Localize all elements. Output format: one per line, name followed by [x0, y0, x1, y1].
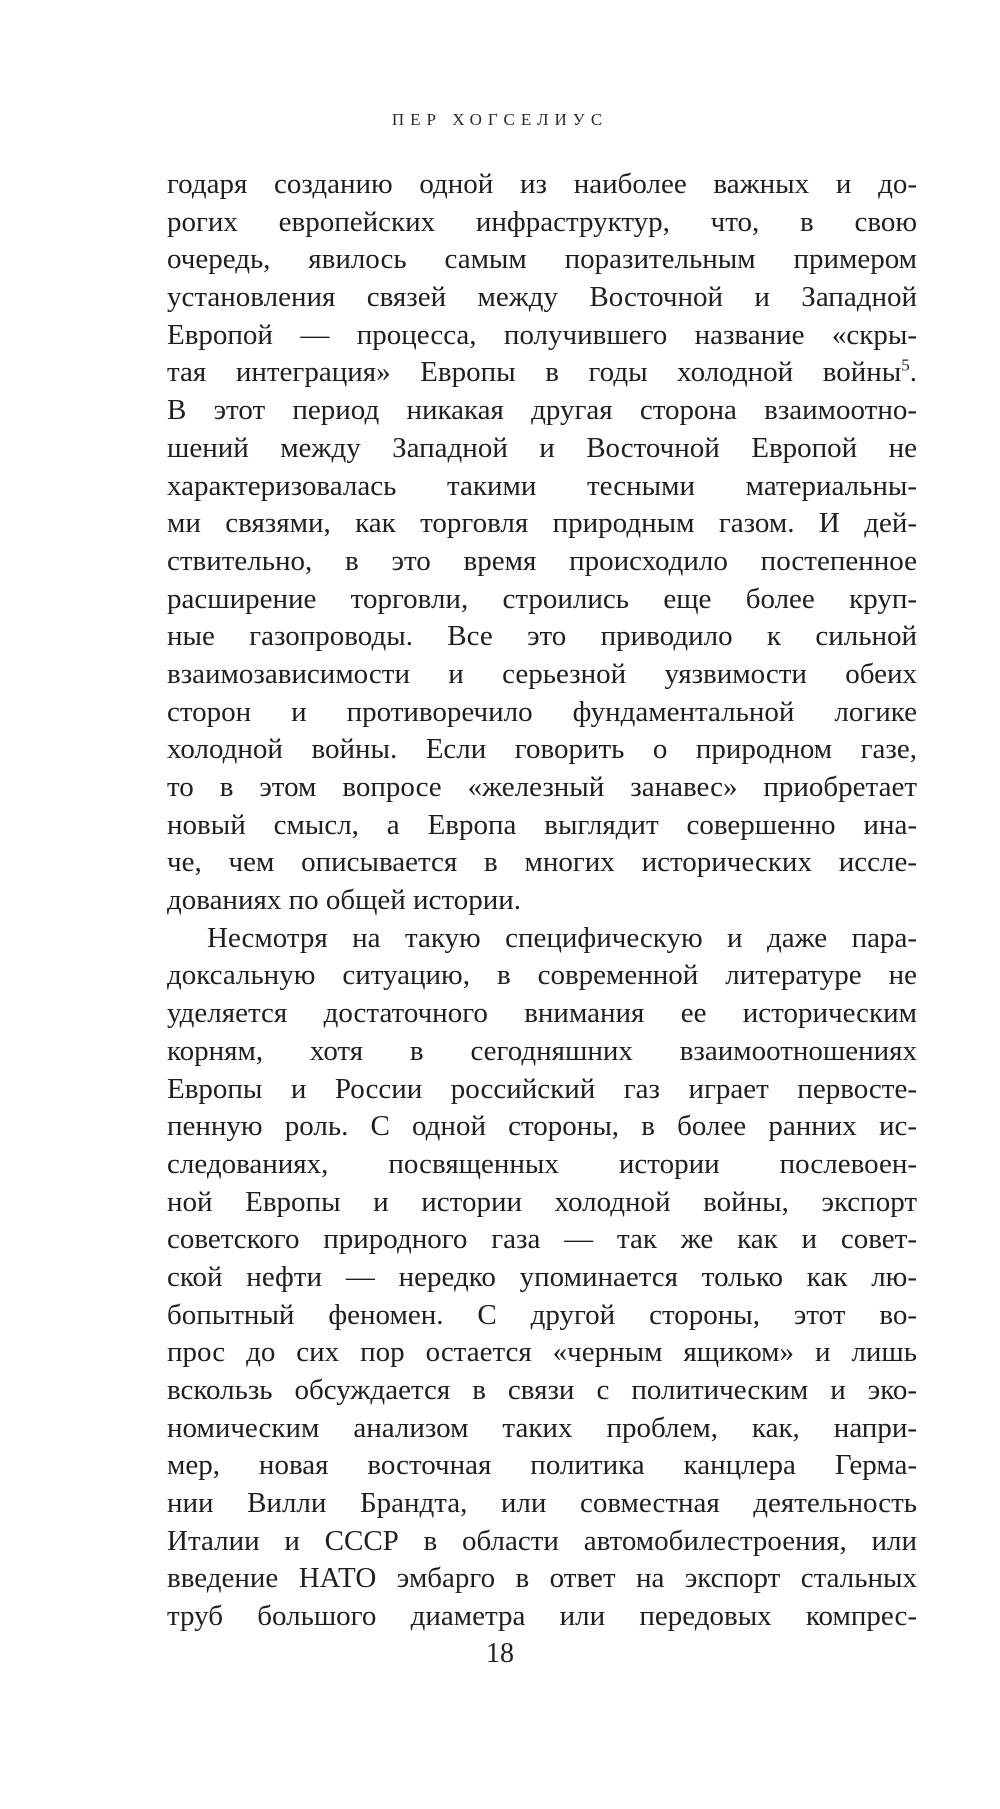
- page-number: 18: [486, 1638, 514, 1669]
- text-line: Италии и СССР в области автомобилестроения, или: [167, 1524, 917, 1557]
- text-line: то в этом вопросе «железный занавес» приобретает: [167, 771, 917, 803]
- text-line: ми связями, как торговля природным газом. И дей-: [167, 507, 917, 540]
- text-line: вскользь обсуждается в связи с политическим и эко-: [167, 1374, 917, 1406]
- text-line: номическим анализом таких проблем, как, напри-: [167, 1411, 917, 1444]
- text-line: советского природного газа — так же как и совет-: [167, 1223, 917, 1256]
- text-line: ные газопроводы. Все это приводило к сильной: [167, 620, 917, 653]
- running-head: ПЕР ХОГСЕЛИУС: [391, 110, 609, 129]
- text-line: бопытный феномен. С другой стороны, этот во-: [167, 1298, 917, 1331]
- text-line: годаря созданию одной из наиболее важных и до-: [167, 168, 917, 200]
- text-line: че, чем описывается в многих исторических иссле-: [167, 846, 917, 879]
- text-line: холодной войны. Если говорить о природном газе,: [167, 733, 917, 766]
- text-line: расширение торговли, строились еще более круп-: [167, 582, 917, 615]
- text-line: нии Вилли Брандта, или совместная деятельность: [167, 1487, 917, 1520]
- text-line: труб большого диаметра или передовых компрес-: [167, 1600, 917, 1633]
- text-line: шений между Западной и Восточной Европой не: [167, 431, 917, 464]
- text-line: ской нефти — нередко упоминается только как лю-: [167, 1260, 917, 1293]
- footnote-reference[interactable]: 5: [901, 355, 910, 375]
- text-line: установления связей между Восточной и Западной: [167, 281, 917, 314]
- text-line: ной Европы и истории холодной войны, экспорт: [167, 1185, 917, 1218]
- text-line-with-footnote: [167, 354, 917, 392]
- text-line: В этот период никакая другая сторона взаимоотно-: [167, 394, 917, 427]
- text-line: Европой — процесса, получившего название «скры-: [167, 318, 917, 351]
- text-line: сторон и противоречило фундаментальной логике: [167, 695, 917, 728]
- text-line: доксальную ситуацию, в современной литературе не: [167, 959, 917, 992]
- text-line: прос до сих пор остается «черным ящиком» и лишь: [167, 1336, 917, 1369]
- text-line: рогих европейских инфраструктур, что, в свою: [167, 205, 917, 238]
- text-line: новый смысл, а Европа выглядит совершенно ина-: [167, 808, 917, 841]
- text-line: следованиях, посвященных истории послевоен-: [167, 1147, 917, 1180]
- text-line-content: тая интеграция» Европы в годы холодной войны: [167, 356, 902, 389]
- paragraph-1: [167, 166, 917, 920]
- text-line: корням, хотя в сегодняшних взаимоотношениях: [167, 1034, 917, 1067]
- text-line: взаимозависимости и серьезной уязвимости обеих: [167, 657, 917, 690]
- paragraph-2: [167, 920, 917, 1636]
- body-text: [167, 166, 917, 1636]
- text-line: введение НАТО эмбарго в ответ на экспорт стальных: [167, 1562, 917, 1595]
- text-line: ствительно, в это время происходило постепенное: [167, 544, 917, 577]
- text-line: пенную роль. С одной стороны, в более ранних ис-: [167, 1110, 917, 1143]
- text-line: очередь, явилось самым поразительным примером: [167, 243, 917, 276]
- text-line: Несмотря на такую специфическую и даже пара-: [207, 921, 917, 954]
- text-line: уделяется достаточного внимания ее историческим: [167, 997, 917, 1030]
- text-line: мер, новая восточная политика канцлера Герма-: [167, 1449, 917, 1482]
- footnote-suffix: .: [909, 356, 917, 389]
- text-line: Европы и России российский газ играет первосте-: [167, 1072, 917, 1105]
- text-line: характеризовалась такими тесными материальны-: [167, 469, 917, 502]
- text-line: дованиях по общей истории.: [167, 884, 522, 917]
